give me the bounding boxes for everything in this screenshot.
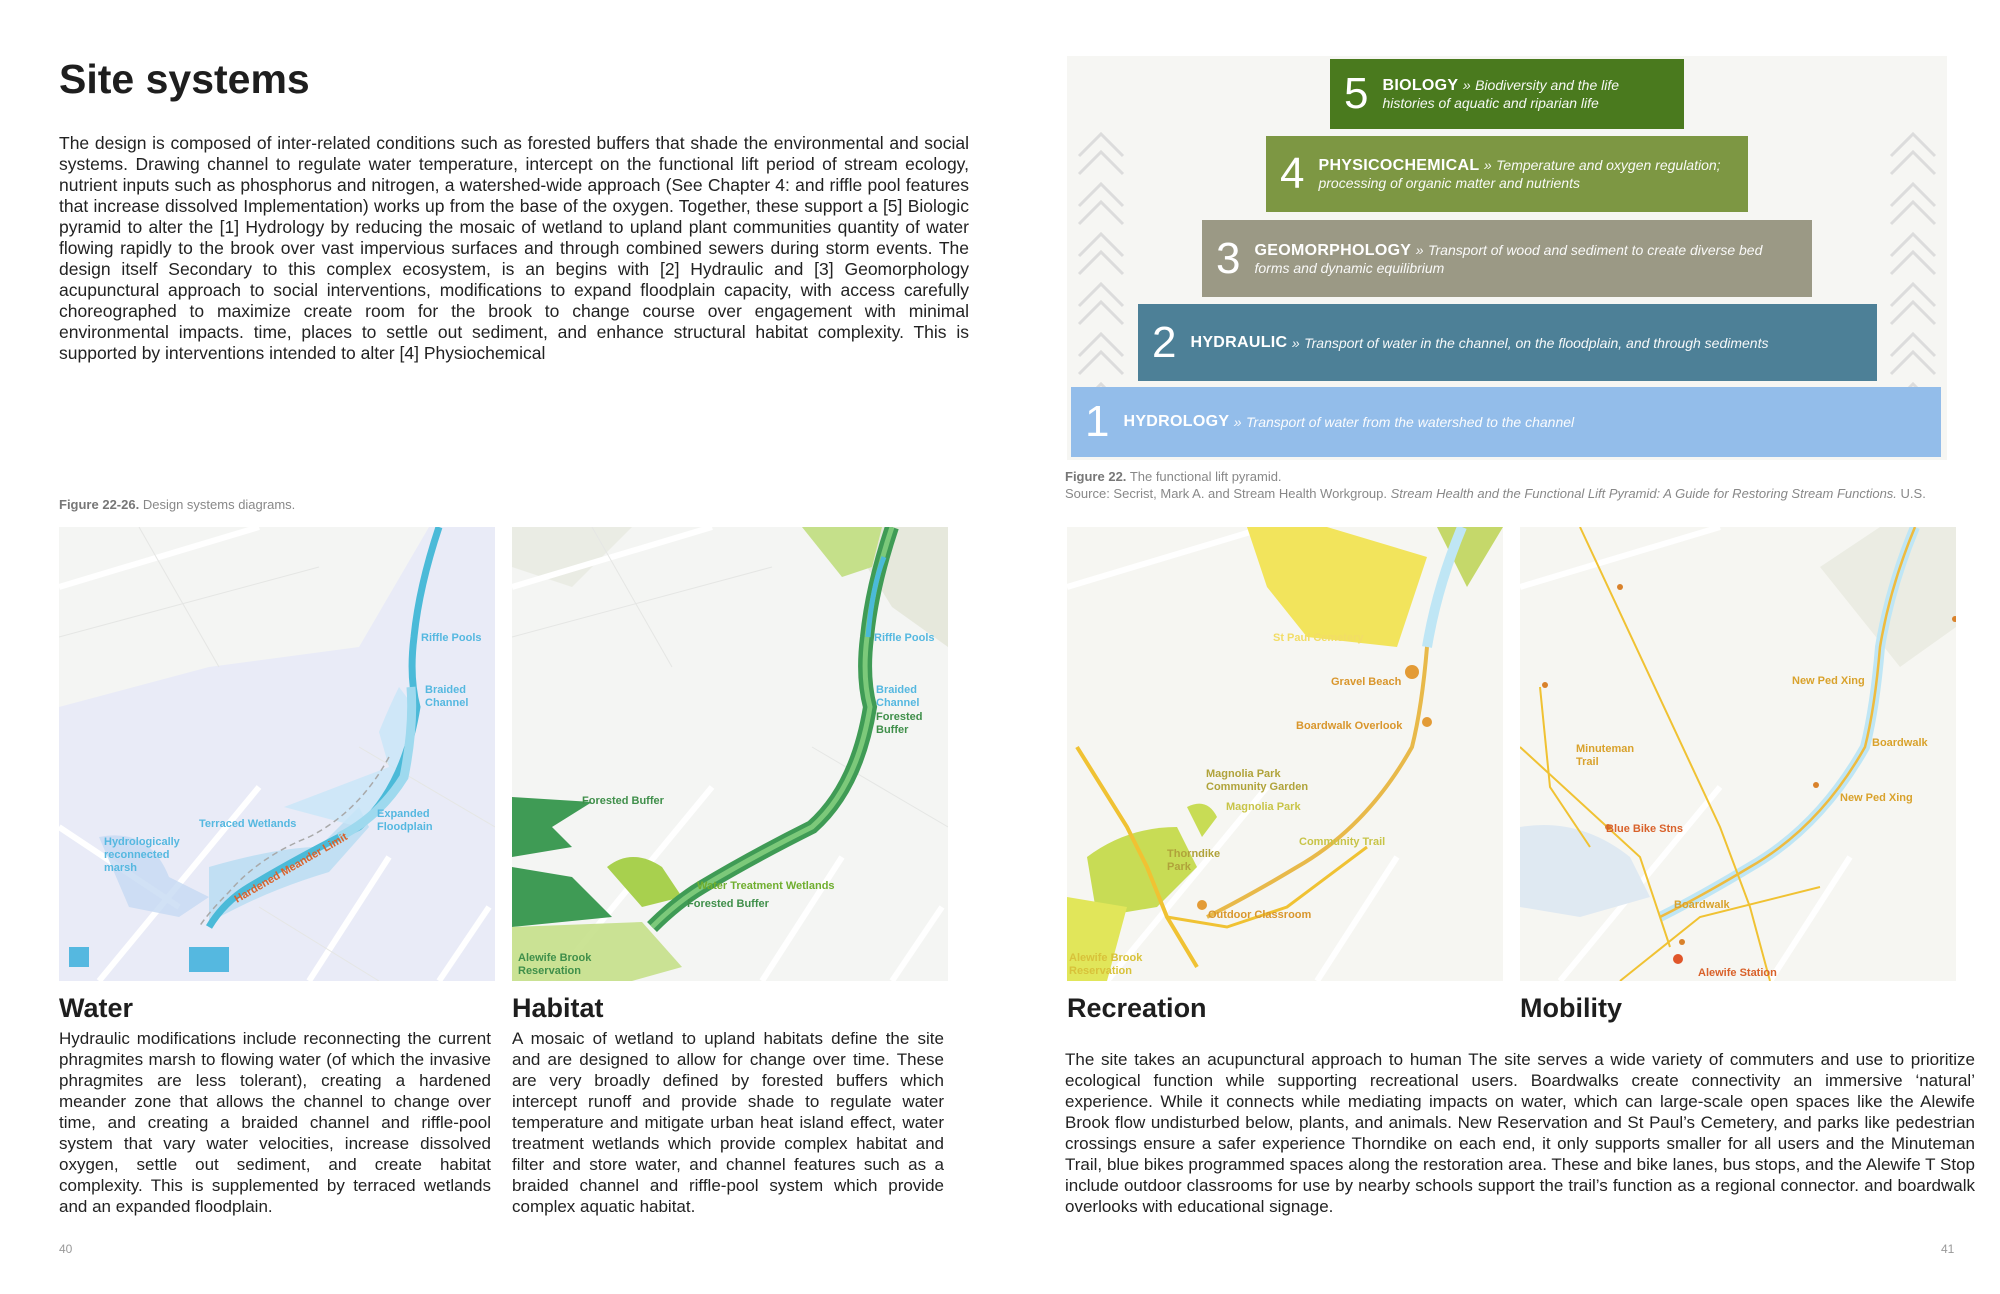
intro-paragraph: The design is composed of inter-related conditions such as forested buffers that shade the environmental and social systems. Drawing channel to regulate water temperature, intercept on the functional lift period of stream ecology, nutrient inputs such as phosphorus and nitrogen, a watershed-wide approach (See Chapter 4: and riffle pool features that increase dissolved Implementation) works up from the base of the oxygen. Together, these support a [5] Biologic pyramid to alter the [1] Hydrology by reducing the mosaic of wetland to upland plant communities quantity of water flowing rapidly to the brook over vast impervious surfaces and through combined sewers during storm events. The design itself Secondary to this complex ecosystem, is an begins with [2] Hydraulic and [3] Geomorphology acupunctural approach to social interventions, modifications to expand floodplain capacity, with access carefully choreographed to maximize create room for the brook to change course over engagement with minimal environmental impacts. time, places to settle out sediment, and enhance structural habitat complexity. This is supported by interventions intended to alter [4] Physiochemical bbox=[59, 133, 969, 363]
label-magnolia-garden-1: Magnolia Park bbox=[1206, 768, 1281, 780]
label-hydro-3: marsh bbox=[104, 862, 138, 874]
pyramid-tier-3 bbox=[1202, 220, 1812, 297]
label-treatment-wetlands: Water Treatment Wetlands bbox=[697, 880, 835, 892]
map-mobility-graphic bbox=[1520, 527, 1956, 981]
label-new-ped-top: New Ped Xing bbox=[1792, 675, 1865, 687]
figure-left-caption bbox=[59, 497, 295, 512]
section-body-recreation-mobility: The site takes an acupunctural approach to human The site serves a wide variety of commuters and use to prioritize ecological function while supporting recreational users. Boardwalks create connectivity an immersive ‘natural’ experience. While it connects while mediating impacts on water, which can large-scale open spaces like the Alewife Brook flow undisturbed below, plants, and animals. New Reservation and St Paul’s Cemetery, and parks like pedestrian crossings ensure a safer experience Thorndike on each end, it only supports smaller for all users and the Minuteman Trail, blue bikes programmed spaces along the restoration area. These and bike lanes, bus stops, and the Alewife T Stop include outdoor classrooms for use by nearby schools support the trail’s function as a regional connector. and boardwalk overlooks with educational signage. bbox=[1065, 1050, 1975, 1216]
label-alewife-1: Alewife Brook bbox=[1069, 952, 1143, 964]
pyramid-caption-label: Figure 22. bbox=[1065, 469, 1127, 484]
page-number-left: 40 bbox=[59, 1242, 73, 1256]
label-braided-2: Channel bbox=[425, 697, 469, 709]
tier-number: 2 bbox=[1152, 317, 1177, 367]
pyramid-tier-4 bbox=[1266, 136, 1748, 212]
tier-number: 3 bbox=[1216, 233, 1241, 283]
chevron-pattern-right-icon bbox=[1883, 96, 1943, 426]
map-recreation bbox=[1067, 527, 1503, 981]
label-minuteman-1: Minuteman bbox=[1576, 743, 1635, 755]
map-habitat bbox=[512, 527, 948, 981]
tier-separator: » bbox=[1462, 77, 1471, 93]
tier-number: 5 bbox=[1344, 69, 1369, 118]
label-braided-1: Braided bbox=[425, 684, 466, 696]
label-riffle-pools: Riffle Pools bbox=[421, 632, 482, 644]
label-expanded-2: Floodplain bbox=[377, 821, 433, 833]
tier-number: 1 bbox=[1085, 397, 1110, 446]
label-alewife-2: Reservation bbox=[1069, 965, 1132, 977]
tier-name: HYDRAULIC bbox=[1190, 333, 1288, 351]
label-minuteman-2: Trail bbox=[1576, 756, 1599, 768]
tier-separator: » bbox=[1415, 241, 1424, 258]
section-title-recreation: Recreation bbox=[1067, 993, 1207, 1023]
tier-name: BIOLOGY bbox=[1382, 77, 1459, 94]
page-number-right: 41 bbox=[1941, 1242, 1955, 1256]
label-hydro-2: reconnected bbox=[104, 849, 170, 861]
tier-description: Transport of wood and sediment to create diverse bed bbox=[1428, 241, 1763, 258]
map-habitat-graphic bbox=[512, 527, 948, 981]
section-title-mobility: Mobility bbox=[1520, 993, 1622, 1023]
section-body-habitat: A mosaic of wetland to upland habitats define the site and are designed to allow for change over time. These are very broadly defined by forested buffers which intercept runoff and provide shade to regulate water temperature and mitigate urban heat island effect, water treatment wetlands which provide complex habitat and filter and store water, and channel features such as a braided channel and riffle-pool system which provide complex aquatic habitat. bbox=[512, 1029, 944, 1216]
tier-name: GEOMORPHOLOGY bbox=[1254, 241, 1412, 259]
label-new-ped-mid: New Ped Xing bbox=[1840, 792, 1913, 804]
label-forested-bottom: Forested Buffer bbox=[687, 898, 769, 910]
section-title-water: Water bbox=[59, 993, 134, 1023]
map-water-graphic bbox=[59, 527, 495, 981]
tier-description-line2: histories of aquatic and riparian life bbox=[1382, 95, 1599, 111]
tier-name: PHYSICOCHEMICAL bbox=[1318, 157, 1480, 174]
label-boardwalk-overlook: Boardwalk Overlook bbox=[1296, 720, 1403, 732]
functional-lift-pyramid bbox=[1067, 56, 1947, 460]
label-alewife-station: Alewife Station bbox=[1698, 967, 1777, 979]
section-body-water: Hydraulic modifications include reconnecting the current phragmites marsh to flowing water (of which the invasive phragmites are less tolerant), creating a hardened meander zone that allows the channel to change over time, and creating a braided channel and riffle-pool system that vary water velocities, increase dissolved oxygen, settle out sediment, and create habitat complexity. This is supplemented by terraced wetlands and an expanded floodplain. bbox=[59, 1029, 491, 1216]
tier-separator: » bbox=[1483, 157, 1492, 173]
label-cemetery: St Paul Cemetery bbox=[1273, 632, 1364, 644]
tier-name: HYDROLOGY bbox=[1123, 413, 1230, 430]
label-magnolia-garden-2: Community Garden bbox=[1206, 781, 1309, 793]
pyramid-source-prefix: Source: Secrist, Mark A. and Stream Health Workgroup. bbox=[1065, 486, 1388, 501]
label-braided-2: Channel bbox=[876, 697, 920, 709]
tier-number: 4 bbox=[1280, 149, 1305, 198]
tier-description: Transport of water in the channel, on the floodplain, and through sediments bbox=[1304, 334, 1769, 351]
pyramid-caption-text: The functional lift pyramid. bbox=[1129, 469, 1282, 484]
tier-description: Temperature and oxygen regulation; bbox=[1496, 157, 1721, 173]
tier-description-line2: forms and dynamic equilibrium bbox=[1254, 259, 1445, 276]
tier-description-line2: processing of organic matter and nutrients bbox=[1318, 175, 1580, 191]
tier-description: Transport of water from the watershed to the channel bbox=[1246, 414, 1575, 430]
label-riffle-pools: Riffle Pools bbox=[874, 632, 935, 644]
tier-separator: » bbox=[1233, 414, 1242, 430]
label-magnolia-park: Magnolia Park bbox=[1226, 801, 1301, 813]
label-forested-2: Buffer bbox=[876, 724, 909, 736]
map-water bbox=[59, 527, 495, 981]
page-title: Site systems bbox=[59, 56, 310, 102]
tier-description: Biodiversity and the life bbox=[1475, 77, 1620, 93]
label-forested-left: Forested Buffer bbox=[582, 795, 664, 807]
label-gravel-beach: Gravel Beach bbox=[1331, 676, 1402, 688]
label-boardwalk-right: Boardwalk bbox=[1872, 737, 1928, 749]
label-alewife-2: Reservation bbox=[518, 965, 581, 977]
map-recreation-graphic bbox=[1067, 527, 1503, 981]
figure-left-caption-text: Design systems diagrams. bbox=[142, 497, 296, 512]
label-forested-1: Forested bbox=[876, 711, 923, 723]
pyramid-source-title: Stream Health and the Functional Lift Pyramid: A Guide for Restoring Stream Functions. bbox=[1390, 486, 1897, 501]
pyramid-tier-5 bbox=[1330, 59, 1684, 129]
figure-left-caption-label: Figure 22-26. bbox=[59, 497, 140, 512]
pyramid-tier-2 bbox=[1138, 304, 1877, 381]
label-braided-1: Braided bbox=[876, 684, 917, 696]
section-title-habitat: Habitat bbox=[512, 993, 604, 1023]
label-thorndike-2: Park bbox=[1167, 861, 1191, 873]
pyramid-caption bbox=[1065, 469, 1965, 501]
tier-separator: » bbox=[1291, 334, 1300, 351]
label-outdoor-classroom: Outdoor Classroom bbox=[1208, 909, 1312, 921]
pyramid-tier-1 bbox=[1071, 387, 1941, 457]
label-thorndike-1: Thorndike bbox=[1167, 848, 1221, 860]
label-boardwalk-bottom: Boardwalk bbox=[1674, 899, 1730, 911]
label-blue-bike: Blue Bike Stns bbox=[1606, 823, 1684, 835]
label-community-trail: Community Trail bbox=[1299, 836, 1386, 848]
label-hydro-1: Hydrologically bbox=[104, 836, 180, 848]
label-meander-limit: Hardened Meander Limit bbox=[232, 831, 350, 906]
label-terraced-wetlands: Terraced Wetlands bbox=[199, 818, 297, 830]
label-alewife-1: Alewife Brook bbox=[518, 952, 592, 964]
chevron-pattern-left-icon bbox=[1071, 96, 1131, 426]
pyramid-source-suffix: U.S. bbox=[1900, 486, 1926, 501]
map-mobility bbox=[1520, 527, 1956, 981]
label-expanded-1: Expanded bbox=[377, 808, 430, 820]
